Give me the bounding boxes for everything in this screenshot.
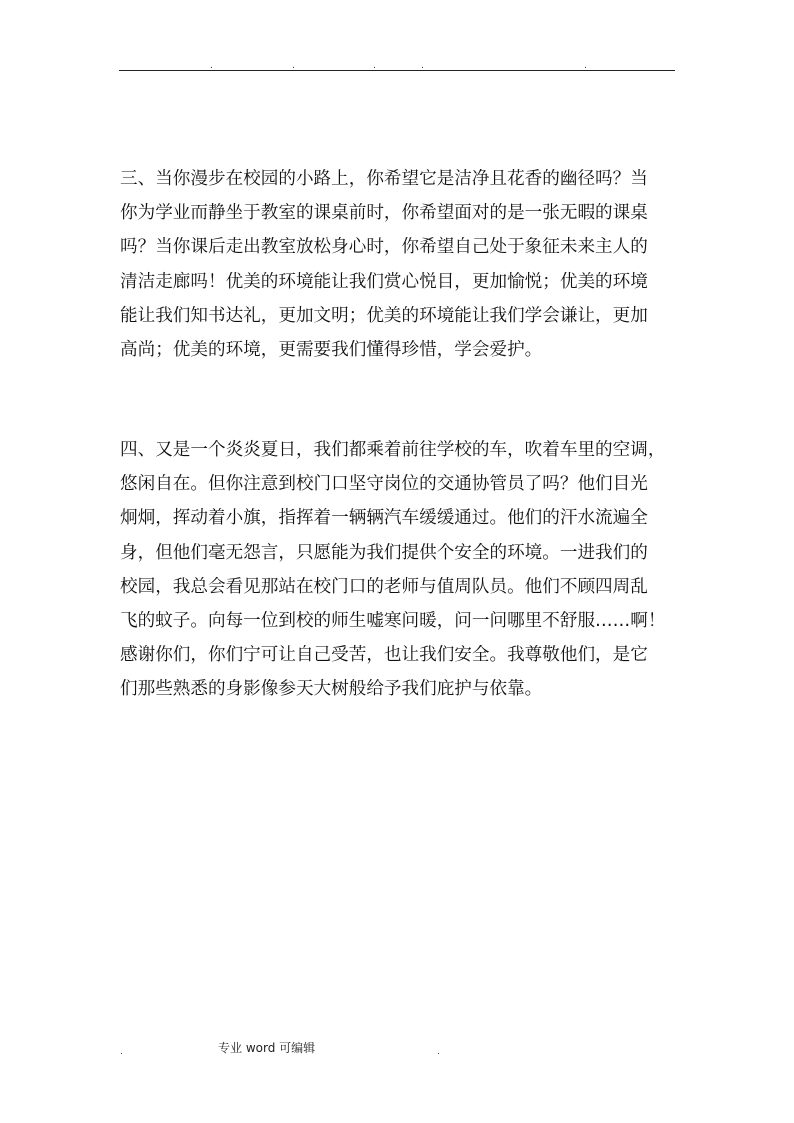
header-dot: . (210, 61, 213, 71)
footer-text: 专业 word 可编辑 (218, 1041, 316, 1055)
header-dot: . (421, 61, 424, 71)
text-line: 们那些熟悉的身影像参天大树般给予我们庇护与依靠。 (120, 679, 543, 700)
text-line: 炯炯，挥动着小旗，指挥着一辆辆汽车缓缓通过。他们的汗水流遍全 (120, 508, 648, 529)
text-line: 高尚；优美的环境，更需要我们懂得珍惜，学会爱护。 (120, 339, 543, 360)
text-line: 身，但他们毫无怨言，只愿能为我们提供个安全的环境。一进我们的 (120, 542, 648, 563)
text-line: 飞的蚊子。向每一位到校的师生嘘寒问暖，问一问哪里不舒服……啊！ (120, 610, 666, 631)
header-dot: . (584, 61, 587, 71)
header-rule (119, 70, 675, 71)
text-line: 悠闲自在。但你注意到校门口坚守岗位的交通协管员了吗？他们目光 (120, 474, 648, 495)
text-line: 感谢你们，你们宁可让自己受苦，也让我们安全。我尊敬他们，是它 (120, 645, 648, 666)
text-line: 四、又是一个炎炎夏日，我们都乘着前往学校的车，吹着车里的空调， (120, 440, 666, 460)
text-line: 能让我们知书达礼，更加文明；优美的环境能让我们学会谦让，更加 (120, 305, 648, 326)
footer-dot: . (120, 1047, 123, 1057)
paragraph-three (120, 162, 676, 367)
text-line: 校园，我总会看见那站在校门口的老师与值周队员。他们不顾四周乱 (120, 576, 648, 597)
text-line: 吗？当你课后走出教室放松身心时，你希望自己处于象征未来主人的 (120, 237, 648, 258)
text-line: 清洁走廊吗！优美的环境能让我们赏心悦目，更加愉悦；优美的环境 (120, 271, 648, 292)
text-line: 三、当你漫步在校园的小路上，你希望它是洁净且花香的幽径吗？当 (120, 169, 648, 189)
header-dot: . (373, 61, 376, 71)
footer-dot: . (437, 1047, 440, 1057)
paragraph-four (120, 433, 676, 707)
header-dot: . (292, 61, 295, 71)
text-line: 你为学业而静坐于教室的课桌前时，你希望面对的是一张无暇的课桌 (120, 203, 648, 224)
